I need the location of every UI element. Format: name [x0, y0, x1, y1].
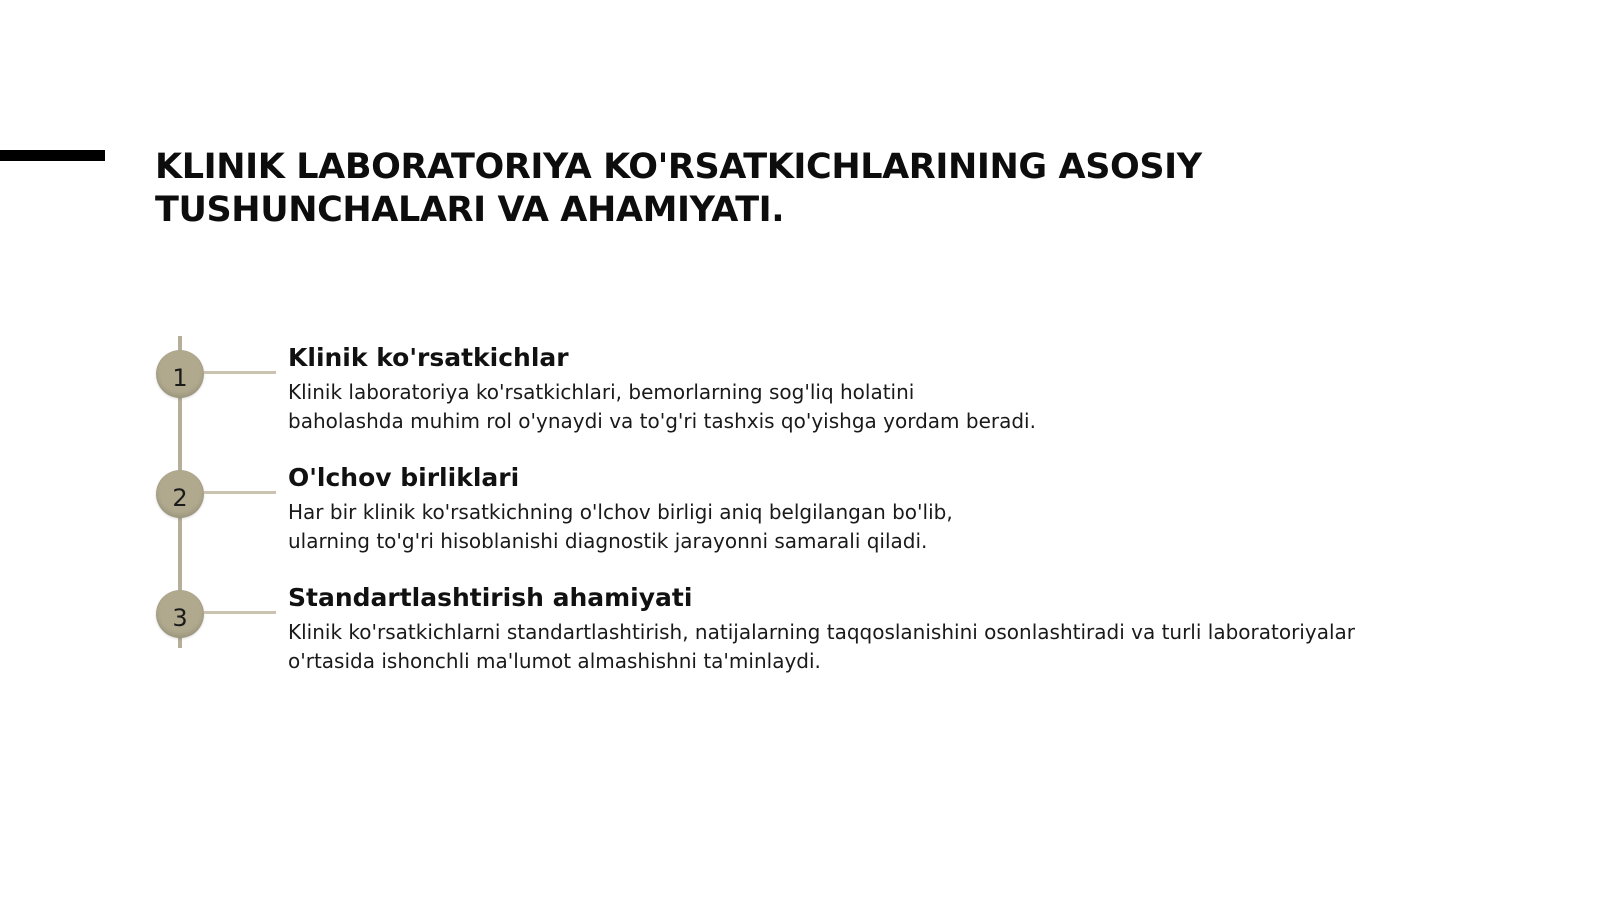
step-2-description-line-1: Har bir klinik ko'rsatkichning o'lchov birligi aniq belgilangan bo'lib,: [288, 500, 953, 524]
title-accent-bar: [0, 150, 105, 161]
step-2-description-line-2: ularning to'g'ri hisoblanishi diagnostik jarayonni samarali qiladi.: [288, 528, 928, 553]
slide-title-line-2: TUSHUNCHALARI VA AHAMIYATI.: [155, 190, 785, 230]
step-2-number: 2: [172, 484, 188, 512]
step-1-connector: [204, 371, 276, 374]
step-2-heading: O'lchov birliklari: [288, 463, 520, 492]
step-3-description: [288, 618, 1355, 675]
step-1-marker: [156, 350, 204, 398]
step-3-description-line-1: Klinik ko'rsatkichlarni standartlashtirish, natijalarning taqqoslanishini osonlashtiradi va turli laboratoriyalar: [288, 620, 1355, 644]
step-2-marker: [156, 470, 204, 518]
step-1-description-line-2: baholashda muhim rol o'ynaydi va to'g'ri tashxis qo'yishga yordam beradi.: [288, 408, 1036, 433]
step-2-description: [288, 498, 953, 555]
slide-title-line-1: KLINIK LABORATORIYA KO'RSATKICHLARINING ASOSIY: [155, 147, 1202, 187]
step-1-description: [288, 378, 1036, 435]
step-3-description-line-2: o'rtasida ishonchli ma'lumot almashishni ta'minlaydi.: [288, 648, 821, 673]
slide-title: [155, 146, 1455, 232]
step-1-number: 1: [172, 364, 188, 392]
step-2-connector: [204, 491, 276, 494]
step-3-connector: [204, 611, 276, 614]
step-3-heading: Standartlashtirish ahamiyati: [288, 583, 693, 612]
step-1-description-line-1: Klinik laboratoriya ko'rsatkichlari, bemorlarning sog'liq holatini: [288, 380, 915, 404]
step-3-marker: [156, 590, 204, 638]
step-1-heading: Klinik ko'rsatkichlar: [288, 343, 569, 372]
step-3-number: 3: [172, 604, 188, 632]
